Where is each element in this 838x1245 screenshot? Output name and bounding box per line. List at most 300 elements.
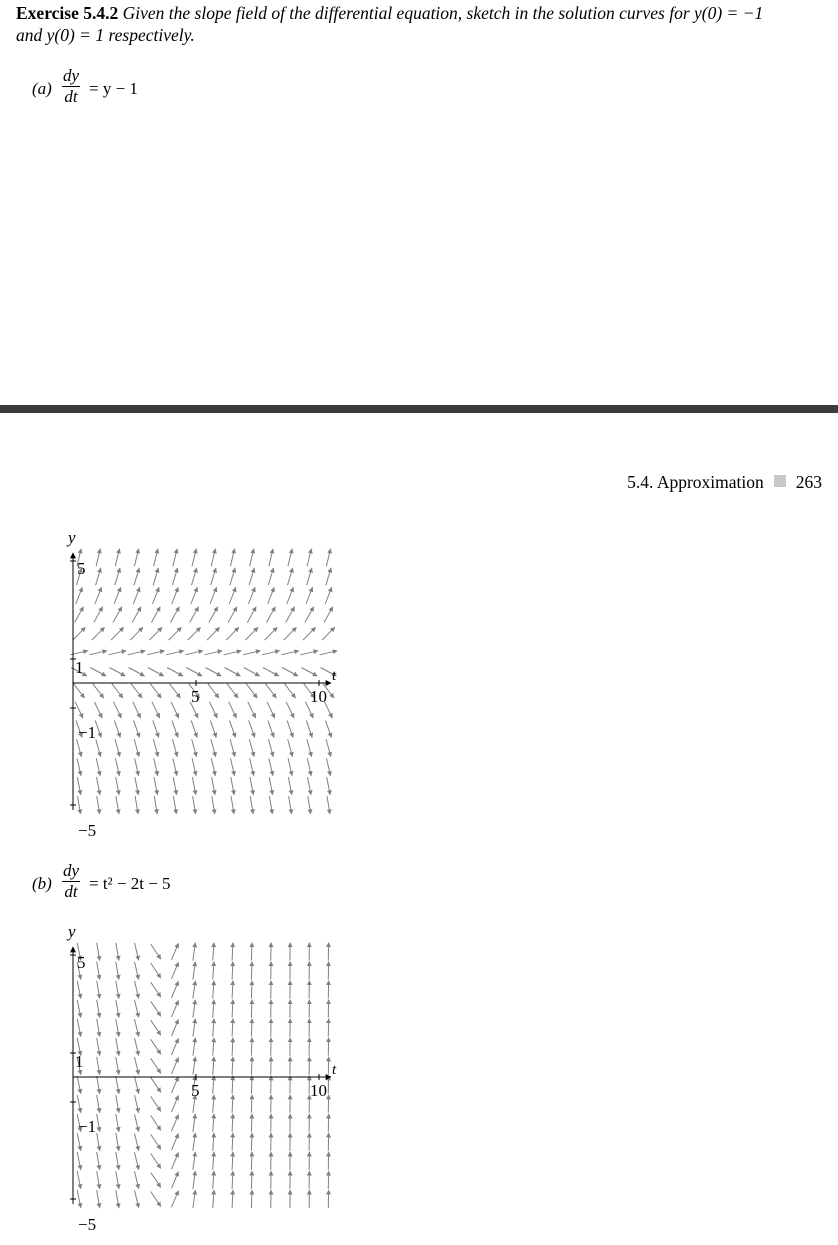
slope-arrow	[135, 758, 139, 776]
slope-arrow	[244, 668, 260, 677]
slope-arrow	[116, 962, 119, 980]
slope-arrow	[133, 702, 141, 718]
slope-arrow	[192, 758, 196, 776]
slope-arrow	[213, 1152, 214, 1170]
slope-arrow	[191, 720, 197, 737]
slope-arrow	[173, 796, 176, 814]
slope-arrow	[306, 587, 313, 604]
slope-arrow	[227, 684, 238, 698]
slope-arrow	[166, 651, 184, 655]
slope-arrow	[97, 1095, 100, 1113]
tick-label-y-neg5-a: −5	[78, 821, 97, 840]
slope-arrow	[186, 668, 202, 677]
slope-arrow	[114, 587, 121, 604]
slope-arrow	[151, 1058, 161, 1073]
slope-arrow	[251, 962, 252, 980]
slope-arrow	[232, 1076, 233, 1094]
slope-arrow	[246, 684, 257, 698]
slope-arrow	[232, 1000, 233, 1018]
slope-arrow	[211, 758, 215, 776]
slope-arrow	[232, 1133, 233, 1151]
slope-arrow	[191, 587, 198, 604]
slope-arrow	[116, 1038, 119, 1056]
slope-arrow	[208, 684, 219, 698]
slope-arrow	[116, 1019, 119, 1037]
slope-arrow	[95, 720, 101, 737]
slope-arrow	[134, 720, 140, 737]
slope-arrow	[77, 1171, 81, 1189]
slope-arrow	[192, 739, 197, 756]
slope-arrow	[135, 777, 138, 795]
slope-arrow	[172, 943, 179, 960]
slope-arrow	[97, 1171, 100, 1189]
slope-arrow	[213, 1076, 214, 1094]
slope-arrow	[130, 627, 143, 640]
slope-arrow	[173, 777, 176, 795]
slope-arrow	[301, 668, 317, 677]
slope-arrow	[193, 1057, 195, 1075]
slope-arrow	[77, 777, 80, 795]
slope-arrow	[97, 1152, 100, 1170]
slope-arrow	[193, 1114, 195, 1132]
slope-arrow	[114, 720, 120, 737]
slope-arrow	[171, 607, 180, 623]
slope-arrow	[116, 943, 119, 961]
slope-arrow	[133, 587, 140, 604]
slope-arrow	[134, 549, 138, 567]
slope-arrow	[232, 1114, 233, 1132]
slope-arrow	[95, 587, 102, 604]
slope-arrow	[172, 1172, 179, 1189]
slope-arrow	[135, 1114, 139, 1132]
slope-arrow	[153, 739, 158, 756]
slope-arrow	[116, 1076, 119, 1094]
slope-arrow	[114, 702, 122, 718]
slope-arrow	[115, 549, 119, 567]
slope-arrow	[251, 943, 252, 961]
slope-arrow	[232, 1038, 233, 1056]
slope-arrow	[152, 702, 160, 718]
slope-arrow	[268, 568, 273, 585]
slope-arrow	[151, 1001, 161, 1016]
slope-arrow	[251, 1114, 252, 1132]
slope-arrow	[77, 758, 81, 776]
slope-arrow	[288, 549, 292, 567]
part-a-numerator: dy	[63, 66, 80, 85]
slope-arrow	[327, 777, 331, 795]
slope-arrow	[169, 627, 182, 640]
part-b-derivative	[62, 862, 80, 902]
slope-arrow	[151, 963, 161, 978]
slope-arrow	[151, 1154, 161, 1169]
slope-arrow	[172, 1019, 179, 1036]
slope-arrow	[151, 1192, 161, 1207]
slope-arrow	[151, 607, 160, 623]
slope-arrow	[265, 627, 278, 640]
slope-arrow	[229, 702, 237, 718]
slope-arrow	[112, 684, 123, 698]
slope-arrow	[92, 627, 105, 640]
tick-label-y-neg1-b: −1	[78, 1117, 97, 1136]
slope-arrow	[307, 568, 312, 585]
slope-arrow	[147, 651, 165, 655]
slope-arrow	[172, 1038, 179, 1055]
slope-arrow	[209, 702, 217, 718]
slope-arrow	[172, 1134, 179, 1151]
slope-arrow	[151, 982, 161, 997]
slope-arrow	[211, 549, 215, 567]
slope-arrow	[230, 549, 234, 567]
slope-arrow	[190, 607, 199, 623]
slope-arrow	[172, 1058, 179, 1075]
slope-arrow	[230, 568, 235, 585]
slope-arrow	[251, 1038, 252, 1056]
slope-arrow	[301, 651, 319, 655]
slope-arrow	[307, 739, 312, 756]
slope-arrow	[327, 758, 331, 776]
slope-arrow	[97, 1057, 100, 1075]
slope-arrow	[151, 1077, 161, 1092]
slope-arrow	[172, 1153, 179, 1170]
slope-arrow	[151, 1020, 161, 1035]
slope-arrow	[97, 981, 100, 999]
slope-arrow	[210, 587, 217, 604]
slope-arrow	[116, 1057, 119, 1075]
slope-arrow	[172, 962, 179, 979]
slope-arrow	[97, 1190, 100, 1208]
slope-arrow	[77, 1152, 81, 1170]
exercise-prompt-line2: and y(0) = 1 respectively.	[16, 25, 195, 45]
slope-arrow	[172, 568, 177, 585]
slope-arrow	[77, 1019, 81, 1037]
slope-arrow	[77, 1076, 81, 1094]
slope-arrow	[284, 627, 297, 640]
separator-square-icon	[774, 475, 786, 487]
slope-arrow	[173, 758, 177, 776]
slope-arrow	[213, 1019, 214, 1037]
slope-arrow	[232, 943, 233, 961]
slope-arrow	[268, 720, 274, 737]
slope-arrow	[135, 962, 139, 980]
part-b-rhs: = t² − 2t − 5	[89, 874, 171, 893]
slope-arrow	[97, 796, 100, 814]
slope-arrow	[232, 1095, 233, 1113]
slope-arrow	[286, 607, 295, 623]
slope-arrow	[78, 796, 81, 814]
slope-arrow	[115, 739, 120, 756]
slope-arrow	[115, 568, 120, 585]
slope-arrow	[303, 627, 316, 640]
slope-arrow	[228, 607, 237, 623]
slope-arrow	[193, 962, 195, 980]
slope-arrow	[232, 1152, 233, 1170]
slope-arrow	[151, 1039, 161, 1054]
slope-arrow	[135, 1019, 139, 1037]
exercise-prompt-line1: Given the slope field of the differential equation, sketch in the solution curves for y(0) = −1	[122, 3, 764, 23]
slope-arrow	[172, 1115, 179, 1132]
slope-arrow	[90, 668, 106, 677]
slope-arrow	[75, 702, 83, 718]
slope-arrow	[172, 587, 179, 604]
slope-arrow	[269, 777, 272, 795]
slope-arrow	[129, 668, 145, 677]
slope-arrow	[251, 1000, 252, 1018]
slope-arrow	[326, 720, 332, 737]
tick-label-t-5-a: 5	[191, 687, 200, 706]
slope-arrow	[212, 796, 215, 814]
slope-arrow	[135, 1152, 139, 1170]
slope-arrow	[231, 777, 234, 795]
slope-arrow	[134, 568, 139, 585]
slope-field-b	[0, 915, 838, 1245]
tick-label-y-5-a: 5	[77, 559, 86, 578]
slope-arrow	[77, 1095, 81, 1113]
slope-arrow	[153, 587, 160, 604]
slope-arrow	[247, 607, 256, 623]
slope-arrow	[250, 758, 254, 776]
slope-arrow	[282, 668, 298, 677]
slope-arrow	[213, 943, 214, 961]
slope-arrow	[288, 739, 293, 756]
section-title: 5.4. Approximation	[627, 472, 764, 492]
slope-arrow	[251, 981, 252, 999]
slope-arrow	[207, 627, 220, 640]
slope-arrow	[97, 1114, 100, 1132]
slope-arrow	[109, 651, 127, 655]
slope-arrow	[97, 962, 100, 980]
slope-arrow	[193, 1019, 195, 1037]
slope-arrow	[96, 568, 101, 585]
slope-arrow	[154, 796, 157, 814]
slope-arrow	[96, 549, 100, 567]
slope-arrow	[324, 607, 333, 623]
slope-arrow	[154, 758, 158, 776]
slope-arrow	[193, 1152, 195, 1170]
slope-arrow	[151, 944, 161, 959]
slope-arrow	[116, 1152, 119, 1170]
tick-label-t-10-b: 10	[310, 1081, 327, 1100]
slope-arrow	[205, 651, 223, 655]
slope-arrow	[135, 1190, 139, 1208]
slope-arrow	[135, 1000, 139, 1018]
slope-arrow	[248, 587, 255, 604]
slope-arrow	[193, 1133, 195, 1151]
slope-arrow	[93, 684, 104, 698]
slope-arrow	[231, 796, 234, 814]
slope-arrow	[229, 587, 236, 604]
slope-arrow	[116, 1133, 119, 1151]
slope-arrow	[251, 1095, 252, 1113]
slope-arrow	[77, 1000, 81, 1018]
part-b-numerator: dy	[63, 861, 80, 880]
slope-arrow	[116, 1000, 119, 1018]
slope-arrow	[167, 668, 183, 677]
slope-arrow	[286, 702, 294, 718]
slope-arrow	[151, 1173, 161, 1188]
slope-arrow	[173, 739, 178, 756]
t-axis-label-b: t	[332, 1062, 337, 1078]
slope-arrow	[269, 549, 273, 567]
slope-arrow	[288, 568, 293, 585]
slope-arrow	[149, 627, 162, 640]
slope-arrow	[193, 796, 196, 814]
part-b-label: (b)	[32, 874, 52, 893]
slope-arrow	[211, 568, 216, 585]
slope-arrow	[251, 1152, 252, 1170]
slope-arrow	[97, 1133, 100, 1151]
tick-label-y-1-a: 1	[75, 658, 84, 677]
slope-arrow	[213, 1095, 214, 1113]
slope-arrow	[322, 627, 335, 640]
slope-arrow	[97, 1076, 100, 1094]
slope-arrow	[250, 549, 254, 567]
slope-arrow	[172, 981, 179, 998]
slope-arrow	[116, 796, 119, 814]
slope-arrow	[306, 720, 312, 737]
slope-arrow	[326, 549, 330, 567]
slope-arrow	[248, 702, 256, 718]
slope-arrow	[135, 1171, 139, 1189]
slope-arrow	[171, 702, 179, 718]
part-a-label: (a)	[32, 79, 52, 98]
slope-arrow	[97, 1019, 100, 1037]
slope-arrow	[210, 720, 216, 737]
slope-arrow	[326, 739, 331, 756]
slope-arrow	[267, 607, 276, 623]
slope-arrow	[213, 1171, 214, 1189]
slope-arrow	[232, 981, 233, 999]
slope-arrow	[172, 1096, 179, 1113]
slope-arrow	[213, 1000, 214, 1018]
slope-arrow	[325, 587, 332, 604]
slope-arrow	[128, 651, 146, 655]
slope-arrow	[209, 607, 218, 623]
y-axis-label-a: y	[68, 528, 76, 547]
slope-arrow	[192, 568, 197, 585]
slope-arrow	[135, 1038, 139, 1056]
slope-arrow	[150, 684, 161, 698]
slope-arrow	[288, 758, 292, 776]
slope-arrow	[116, 1190, 119, 1208]
page-number: 263	[795, 472, 822, 492]
slope-arrow	[251, 1133, 252, 1151]
slope-arrow	[135, 943, 139, 961]
slope-arrow	[172, 1000, 179, 1017]
slope-arrow	[281, 651, 299, 655]
slope-arrow	[132, 607, 141, 623]
slope-arrow	[172, 720, 178, 737]
slope-arrow	[205, 668, 221, 677]
slope-arrow	[148, 668, 164, 677]
slope-arrow	[96, 739, 101, 756]
slope-arrow	[232, 1190, 233, 1208]
slope-arrow	[212, 777, 215, 795]
slope-arrow	[249, 739, 254, 756]
slope-arrow	[320, 651, 338, 655]
slope-arrow	[327, 796, 330, 814]
slope-arrow	[232, 962, 233, 980]
slope-arrow	[193, 1000, 195, 1018]
slope-arrow	[230, 720, 236, 737]
slope-arrow	[251, 1057, 252, 1075]
slope-arrow	[308, 777, 312, 795]
slope-arrow	[111, 627, 124, 640]
slope-arrows-a	[70, 549, 337, 814]
slope-arrow	[269, 796, 272, 814]
slope-arrow	[109, 668, 125, 677]
slope-arrow	[77, 1190, 81, 1208]
slope-arrow	[154, 549, 158, 567]
slope-arrow	[135, 1133, 139, 1151]
slope-arrow	[245, 627, 258, 640]
slope-arrows-b	[77, 943, 328, 1208]
slope-arrow	[307, 549, 311, 567]
slope-arrow	[243, 651, 261, 655]
slope-arrow	[151, 1096, 161, 1111]
slope-arrow	[251, 1076, 252, 1094]
slope-arrow	[131, 684, 142, 698]
slope-arrow	[308, 796, 311, 814]
tick-label-y-neg1-a: −1	[78, 723, 97, 742]
slope-arrow	[307, 758, 311, 776]
slope-arrow	[251, 1190, 252, 1208]
slope-arrow	[172, 1191, 179, 1208]
slope-arrow	[213, 1190, 214, 1208]
slope-arrow	[97, 1000, 100, 1018]
slope-arrow	[97, 1038, 100, 1056]
slope-field-a	[0, 520, 838, 880]
slope-arrow	[116, 777, 119, 795]
y-axis-label-b: y	[68, 922, 76, 941]
slope-arrow	[305, 607, 314, 623]
slope-arrow	[185, 651, 203, 655]
slope-arrow	[224, 651, 242, 655]
slope-arrow	[265, 684, 276, 698]
slope-arrow	[213, 1038, 214, 1056]
slope-arrow	[89, 651, 107, 655]
slope-arrow	[289, 796, 292, 814]
running-head	[627, 472, 822, 493]
slope-arrow	[170, 684, 181, 698]
slope-arrow	[113, 607, 122, 623]
slope-arrow	[153, 720, 159, 737]
part-a-rhs: = y − 1	[89, 79, 138, 98]
slope-arrow	[116, 1171, 119, 1189]
slope-arrow	[192, 777, 195, 795]
slope-arrow	[151, 1115, 161, 1130]
part-a-denominator: dt	[64, 87, 78, 106]
tick-label-y-1-b: 1	[75, 1052, 84, 1071]
slope-arrow	[172, 1077, 179, 1094]
slope-arrow	[96, 758, 100, 776]
slope-arrow	[232, 1057, 233, 1075]
slope-arrow	[75, 607, 84, 623]
slope-arrow	[213, 1057, 214, 1075]
part-a-derivative	[62, 67, 80, 107]
slope-arrow	[77, 981, 81, 999]
slope-arrow	[230, 739, 235, 756]
slope-arrow	[250, 777, 253, 795]
slope-arrow	[188, 627, 201, 640]
slope-arrow	[151, 1134, 161, 1149]
slope-arrow	[153, 568, 158, 585]
exercise-number: Exercise 5.4.2	[16, 3, 119, 23]
slope-arrow	[135, 796, 138, 814]
t-axis-label-a: t	[332, 668, 337, 684]
slope-arrow	[226, 627, 239, 640]
slope-arrow	[268, 587, 275, 604]
exercise-statement-line1	[16, 3, 763, 24]
